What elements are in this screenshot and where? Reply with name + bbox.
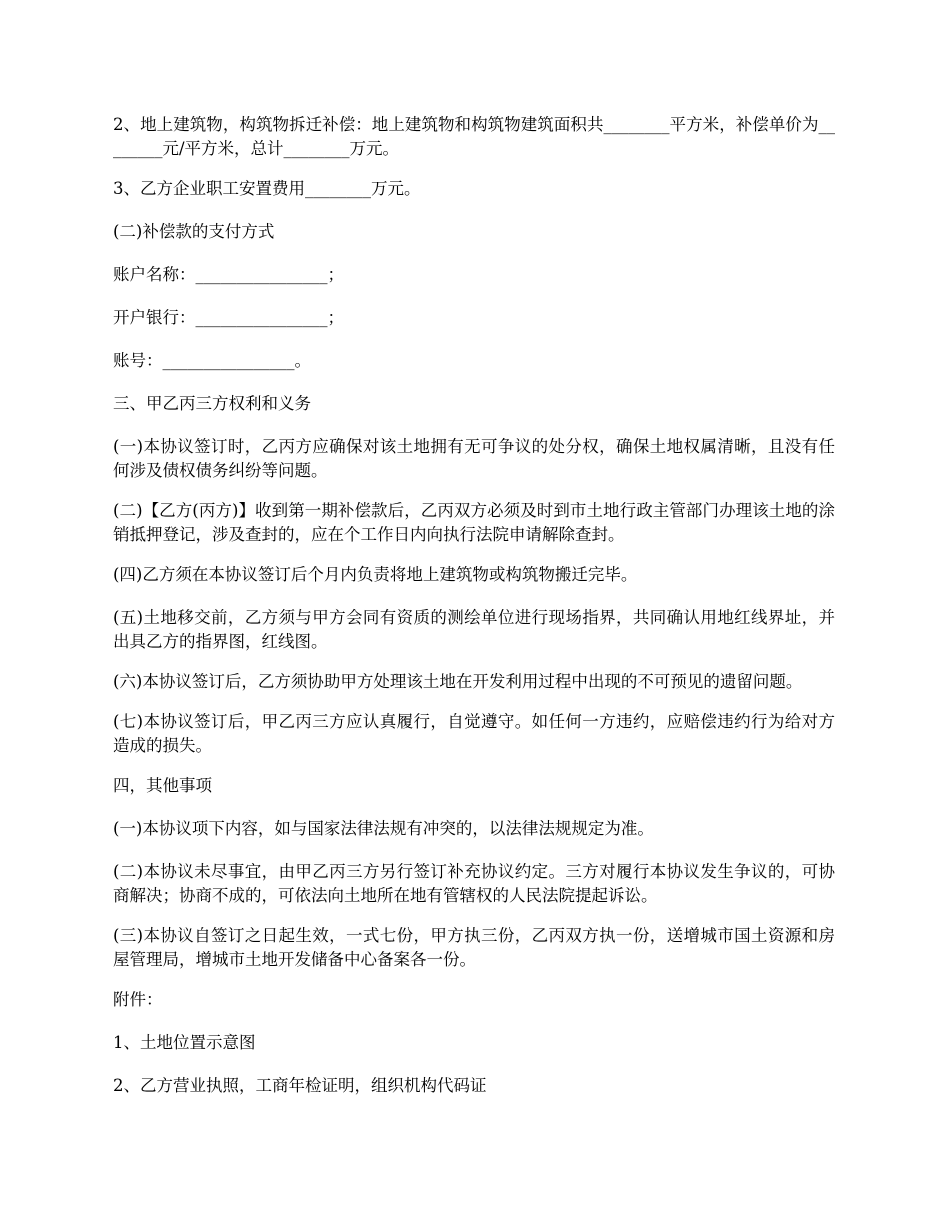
heading-rights-obligations: 三、甲乙丙三方权利和义务 [113, 394, 311, 413]
paragraph-clause-5: (五)土地移交前，乙方须与甲方会同有资质的测绘单位进行现场指界，共同确认用地红线界址，并出具乙方的指界图，红线图。 [113, 608, 835, 651]
paragraph-clause-1: (一)本协议签订时，乙丙方应确保对该土地拥有无可争议的处分权，确保土地权属清晰，且没有任何涉及债权债务纠纷等问题。 [113, 437, 835, 480]
paragraph-other-1: (一)本协议项下内容，如与国家法律法规有冲突的，以法律法规规定为准。 [113, 819, 654, 838]
attachment-item-1: 1、土地位置示意图 [113, 1033, 256, 1052]
paragraph-account-number: 账号：________________。 [113, 351, 311, 370]
heading-other-matters: 四，其他事项 [113, 776, 212, 795]
paragraph-bank: 开户银行：________________； [113, 308, 344, 327]
paragraph-building-compensation: 2、地上建筑物，构筑物拆迁补偿：地上建筑物和构筑物建筑面积共________平方米，补偿单价为________元/平方米，总计________万元。 [113, 115, 835, 158]
paragraph-other-2: (二)本协议未尽事宜，由甲乙丙三方另行签订补充协议约定。三方对履行本协议发生争议的，可协商解决；协商不成的，可依法向土地所在地有管辖权的人民法院提起诉讼。 [113, 862, 835, 905]
heading-payment-method: (二)补偿款的支付方式 [113, 222, 275, 241]
heading-attachments: 附件： [113, 990, 163, 1009]
paragraph-clause-4: (四)乙方须在本协议签订后个月内负责将地上建筑物或构筑物搬迁完毕。 [113, 565, 638, 584]
paragraph-other-3: (三)本协议自签订之日起生效，一式七份，甲方执三份，乙丙双方执一份，送增城市国土资源和房屋管理局，增城市土地开发储备中心备案各一份。 [113, 926, 835, 969]
paragraph-clause-2: (二)【乙方(丙方)】收到第一期补偿款后，乙丙双方必须及时到市土地行政主管部门办理该土地的涂销抵押登记，涉及查封的，应在个工作日内向执行法院申请解除查封。 [113, 501, 835, 544]
paragraph-account-name: 账户名称：________________； [113, 265, 344, 284]
document-page [113, 113, 835, 1117]
attachment-item-2: 2、乙方营业执照，工商年检证明，组织机构代码证 [113, 1076, 487, 1095]
paragraph-clause-7: (七)本协议签订后，甲乙丙三方应认真履行，自觉遵守。如任何一方违约，应赔偿违约行为给对方造成的损失。 [113, 712, 835, 755]
paragraph-staff-resettlement: 3、乙方企业职工安置费用________万元。 [113, 179, 421, 198]
paragraph-clause-6: (六)本协议签订后，乙方须协助甲方处理该土地在开发利用过程中出现的不可预见的遗留问题。 [113, 672, 803, 691]
